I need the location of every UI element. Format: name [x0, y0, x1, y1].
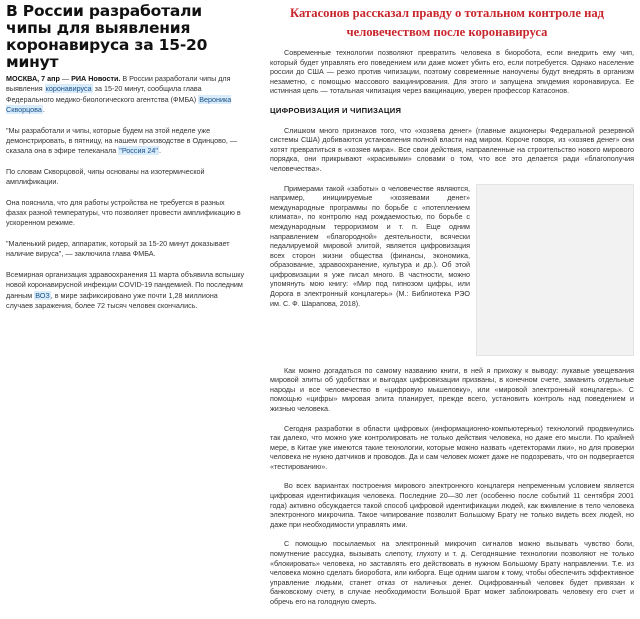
paragraph-with-image	[270, 184, 634, 356]
article-paragraph: Во всех вариантах построения мирового электронного концлагеря непременным условием является цифровая идентификация человека. Последние 20—30 лет (особенно после событий 11 сентября 2001 года) активно обсуждается такой способ цифровой идентификации людей, как вживление в тело человека электронного микрочипа. Такое чипирование позволит Большому Брату не только видеть всех людей, но даже при необходимости управлять ими.	[270, 481, 634, 529]
article-paragraph	[6, 270, 246, 312]
article-quote	[6, 126, 246, 157]
article-body-right	[270, 48, 634, 607]
tag-link-coronavirus[interactable]: коронавируса	[45, 84, 92, 94]
article-paragraph: Сегодня разработки в области цифровых (информационно-компьютерных) технологий продвинулись так далеко, что можно уже контролировать не только действия человека, но даже его мысли. По крайней мере, в Китае уже имеются такие технологии, которые можно назвать «детекторами лжи», но для проверки человека не нужно датчиков и проводов. Да и сам человек может даже не подозревать, что он подвергается «тестированию».	[270, 423, 634, 471]
article-lead: МОСКВА, 7 апр — РИА Новости. В России разработали чипы для выявления коронавируса за 15-20 минут, сообщила глава Федерального медико-биологического агентства (ФМБА) Вероника Скворцова.	[6, 74, 232, 115]
article-body	[6, 74, 246, 311]
article-image-placeholder	[476, 184, 634, 356]
tag-link-person[interactable]: Вероника Скворцова	[6, 94, 232, 115]
article-headline: В России разработали чипы для выявления коронавируса за 15-20 минут	[6, 2, 208, 71]
lead-text-2: за 15-20 минут, сообщила глава Федерального медико-биологического агентства (ФМБА)	[6, 84, 202, 104]
tag-link-channel[interactable]: "Россия 24"	[119, 146, 158, 156]
lead-text: В России разработали чипы для выявления	[6, 74, 231, 94]
article-paragraph: С помощью посылаемых на электронный микрочип сигналов можно вызывать чувство боли, помутнение рассудка, вызывать слепоту, глухоту и т. д. Сегодняшние технологии позволяют не только «блокировать» человека, но заставлять его действовать в нужном Большому Брату направлении. Т.е. из человека можно сделать биоробота, или киборга. Еще одним шагом к тому, чтобы обеспечить эффективное управление людьми, станет отказ от наличных денег. Оцифрованный человек будет привязан к банковскому счету, в случае необходимости Большой Брат может заблокировать человеку его счет и обречь его на голодную смерть.	[270, 539, 634, 606]
dateline: МОСКВА, 7 апр	[6, 74, 60, 83]
article-paragraph: По словам Скворцовой, чипы основаны на изотермической амплификации.	[6, 166, 205, 187]
article-paragraph: Слишком много признаков того, что «хозяева денег» (главные акционеры Федеральной резервной системы США) добиваются установления полной власти над миром. Короче говоря, из «хозяев денег» они хотят превратиться в «хозяев мира». Все свои действия, направленные на строительство нового мирового порядка, они прикрывают «красивыми» словами о том, что все это делается ради «благополучия человечества».	[270, 125, 634, 173]
article-paragraph: "Маленький ридер, аппаратик, который за 15-20 минут доказывает наличие вируса", — заключила глава ФМБА.	[6, 238, 230, 259]
article-paragraph: Как можно догадаться по самому названию книги, в ней я прихожу к выводу: лукавые увещевания мировой элиты об удобствах и выгодах цифровизации призваны, в конечном счете, заманить отдельные народы и все человечество в «цифровую мышеловку», или «мировой электронный концлагерь». С помощью «цифры» мировая элита планирует, прежде всего, установить контроль над поведением и жизнью человека.	[270, 365, 634, 413]
article-paragraph	[270, 184, 470, 356]
article-paragraph: Она пояснила, что для работы устройства не требуется в разных фазах разной температуры, что позволяет провести амплификацию в ускоренном режиме.	[6, 197, 241, 228]
article-headline-red: Катасонов рассказал правду о тотальном контроле над человечеством после коронавируса	[290, 6, 604, 39]
quote-end: .	[158, 146, 161, 156]
ria-news-article	[0, 0, 250, 619]
article-paragraph: Современные технологии позволяют превратить человека в биоробота, если внедрить ему чип, который будет управлять его поведением или даже может убить его, если потребуется. Однако население россии до США — резко против чипизации, поэтому современные наноучены будут внедрять в организм незаметно, с помощью массового вакцинирования. Для этого и запущена эпидемия коронавируса. Ее истинная цель — тотальная чипизация через вакцинацию, уверен профессор Катасонов.	[270, 48, 634, 96]
katasonov-article	[250, 0, 640, 619]
paragraph-text: Примерами такой «заботы» о человечестве являются, например, инициируемые «хозяевами денег» международные программы по борьбе с «потеплением климата», по контролю над рождаемостью, по борьбе с международным терроризмом и т. п. Еще одним направлением «благородной» деятельности, всячески педалируемой мировой элитой, является цифровизация всех сторон жизни общества (финансы, экономика, образование, здравоохранение, культура и др.). Об этой цифровизации я уже писал много. В частности, можно упомянуть мою книгу: «Мир под гипнозом цифры, или Дорога в электронный концлагерь» (М.: Библиотека РЭО им. С. Ф. Шарапова, 2018).	[270, 183, 470, 308]
paragraph-text: Всемирная организация здравоохранения 11 марта объявила вспышку новой коронавирусной инфекции COVID-19 пандемией. По последним данным	[6, 269, 245, 300]
quote-text: "Мы разработали и чипы, которые будем на этой неделе уже демонстрировать, в пятницу, на нашем производстве в Одинцово, — сказала она в эфире телеканала	[6, 125, 238, 156]
lead-text-3: .	[42, 105, 45, 115]
section-subheading: ЦИФРОВИЗАЦИЯ И ЧИПИЗАЦИЯ	[270, 105, 402, 115]
agency-name: РИА Новости.	[71, 74, 121, 83]
paragraph-text-2: , в мире зафиксировано уже почти 1,28 миллиона случаев заражения, более 72 тысяч человек скончались.	[6, 290, 218, 310]
tag-link-who[interactable]: ВОЗ	[35, 290, 50, 300]
